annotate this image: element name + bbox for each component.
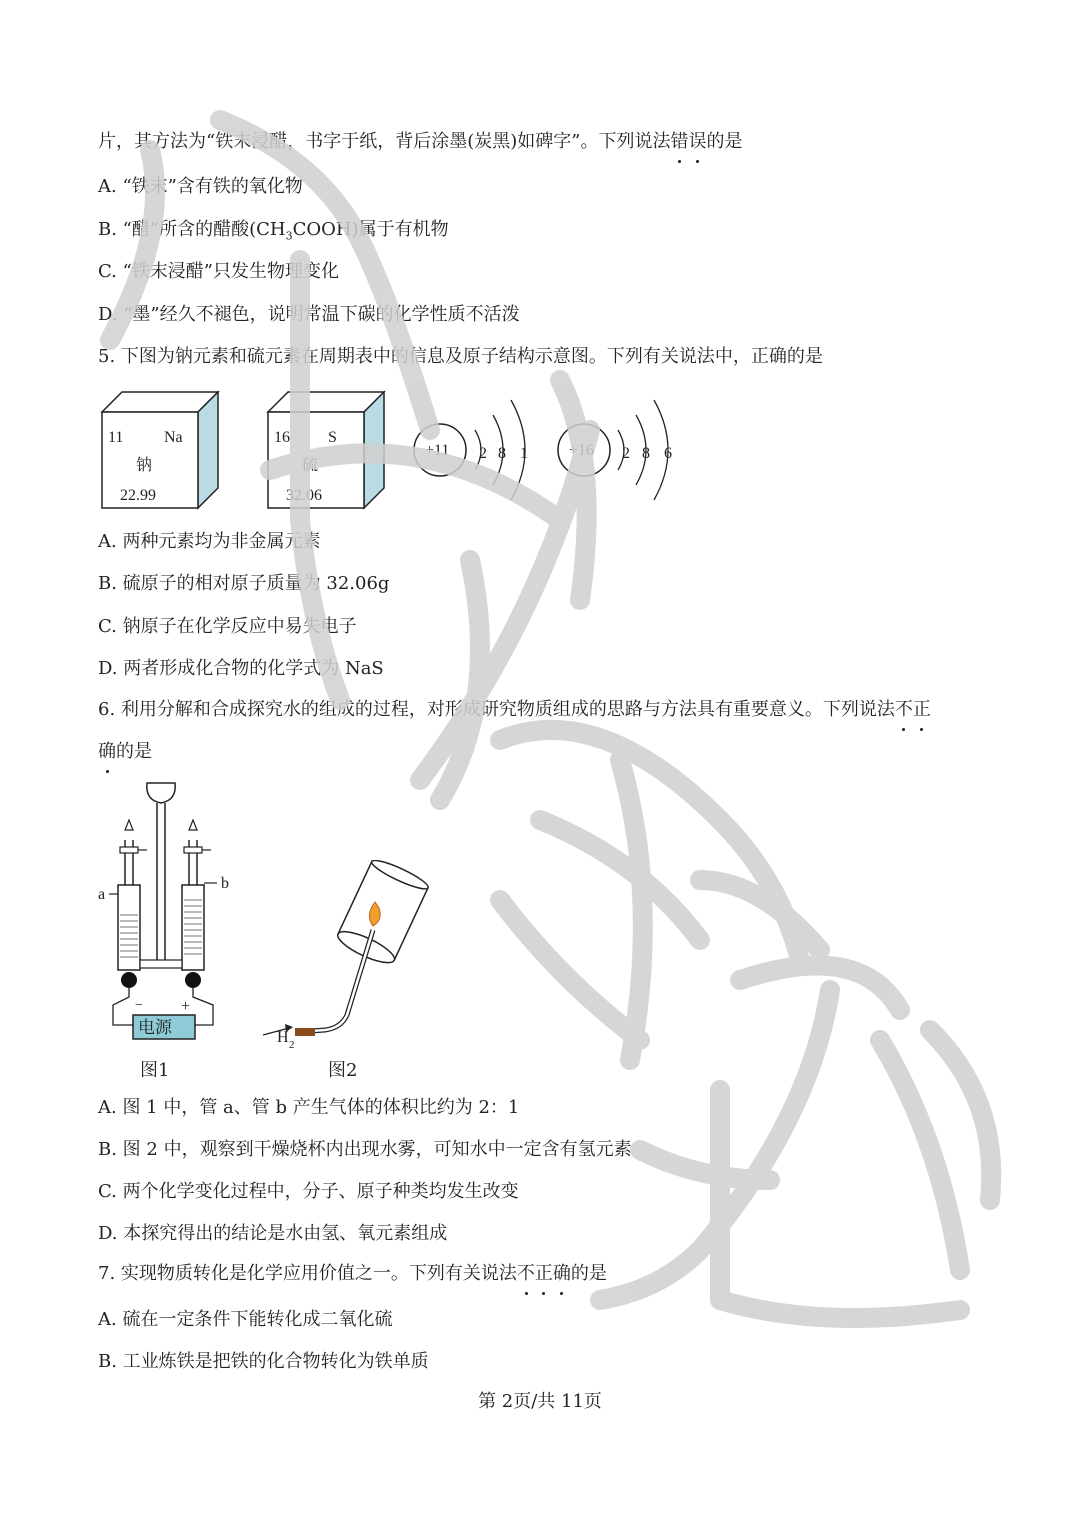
sodium-symbol: Na xyxy=(164,429,183,446)
question6-stem xyxy=(98,698,931,722)
q5-option-a: A. 两种元素均为非金属元素 xyxy=(98,531,321,552)
question6-stem-cont xyxy=(98,740,152,764)
tube-a-label: a xyxy=(98,886,106,903)
text-span: COOH)属于有机物 xyxy=(292,219,449,240)
emphasis-span: 错误 xyxy=(670,131,707,152)
sodium-shell-3: 1 xyxy=(520,445,528,462)
text-span: 6. 利用分解和合成探究水的组成的过程，对形成研究物质组成的思路与方法具有重要意义。下列说法 xyxy=(98,699,895,720)
sodium-name: 钠 xyxy=(136,457,153,474)
q4-option-a: A. “铁末”含有铁的氧化物 xyxy=(98,176,303,197)
sulfur-nucleus: +16 xyxy=(569,442,595,459)
subscript: 3 xyxy=(285,229,293,243)
q5-option-b: B. 硫原子的相对原子质量为 32.06g xyxy=(98,573,390,594)
q6-option-d: D. 本探究得出的结论是水由氢、氧元素组成 xyxy=(98,1223,448,1244)
q7-option-b: B. 工业炼铁是把铁的化合物转化为铁单质 xyxy=(98,1351,429,1372)
emphasis-span: 确 xyxy=(98,741,116,762)
q4-option-c: C. “铁末浸醋”只发生物理变化 xyxy=(98,261,339,282)
figure1-caption: 图1 xyxy=(140,1060,170,1081)
sulfur-shell-3: 6 xyxy=(664,445,672,462)
emphasis-text xyxy=(98,740,116,764)
sodium-atomic-number: 11 xyxy=(108,429,124,446)
sulfur-symbol: S xyxy=(328,429,337,446)
question4-stem-end xyxy=(98,130,742,154)
q6-option-c: C. 两个化学变化过程中，分子、原子种类均发生改变 xyxy=(98,1181,519,1202)
q5-option-c: C. 钠原子在化学反应中易失电子 xyxy=(98,616,357,637)
power-supply-label: 电源 xyxy=(138,1018,172,1038)
q4-option-b xyxy=(98,218,449,249)
figure2-hydrogen-combustion xyxy=(255,860,435,1050)
gas-subscript: 2 xyxy=(289,1039,295,1050)
question7-stem xyxy=(98,1262,607,1286)
tube-b-label: b xyxy=(221,875,229,892)
q6-option-b: B. 图 2 中，观察到干燥烧杯内出现水雾，可知水中一定含有氢元素 xyxy=(98,1139,632,1160)
text-span: 的是 xyxy=(570,1263,607,1284)
text-span: 的是 xyxy=(116,741,152,762)
emphasis-text xyxy=(670,130,706,154)
sodium-atom-diagram xyxy=(405,385,545,515)
q7-option-a: A. 硫在一定条件下能转化成二氧化硫 xyxy=(98,1309,393,1330)
q5-option-d: D. 两者形成化合物的化学式为 NaS xyxy=(98,658,384,679)
gas-label: H xyxy=(277,1029,289,1046)
q4-option-d: D. “墨”经久不褪色，说明常温下碳的化学性质不活泼 xyxy=(98,304,520,325)
figure2-caption: 图2 xyxy=(328,1060,358,1081)
sodium-mass: 22.99 xyxy=(120,487,156,504)
sulfur-atom-diagram xyxy=(548,385,688,515)
emphasis-span: 不正 xyxy=(894,699,931,720)
plus-terminal: + xyxy=(181,998,191,1015)
sulfur-mass: 32.06 xyxy=(286,487,322,504)
figure1-electrolysis xyxy=(95,775,235,1050)
q6-option-a: A. 图 1 中，管 a、管 b 产生气体的体积比约为 2：1 xyxy=(98,1097,520,1118)
emphasis-span: 不正确 xyxy=(516,1263,571,1284)
emphasis-text xyxy=(517,1262,571,1286)
text-span: 7. 实现物质转化是化学应用价值之一。下列有关说法 xyxy=(98,1263,517,1284)
emphasis-text xyxy=(895,698,931,722)
element-tile-sulfur xyxy=(264,390,389,512)
text-span: 片，其方法为“铁末浸醋，书字于纸，背后涂墨(炭黑)如碑字”。下列说法 xyxy=(98,131,671,152)
sodium-shell-1: 2 xyxy=(479,445,487,462)
minus-terminal: − xyxy=(135,998,143,1013)
sulfur-atomic-number: 16 xyxy=(274,429,290,446)
sodium-nucleus: +11 xyxy=(425,442,450,459)
text-span: 的是 xyxy=(706,131,743,152)
text-span: B. “醋”所含的醋酸(CH xyxy=(98,219,286,240)
sulfur-name: 硫 xyxy=(302,457,319,474)
question5-stem: 5. 下图为钠元素和硫元素在周期表中的信息及原子结构示意图。下列有关说法中，正确的是 xyxy=(98,346,823,367)
sulfur-shell-2: 8 xyxy=(642,445,650,462)
element-tile-sodium xyxy=(98,390,223,512)
sulfur-shell-1: 2 xyxy=(622,445,630,462)
page-number: 第 2页/共 11页 xyxy=(478,1391,602,1412)
sodium-shell-2: 8 xyxy=(498,445,506,462)
